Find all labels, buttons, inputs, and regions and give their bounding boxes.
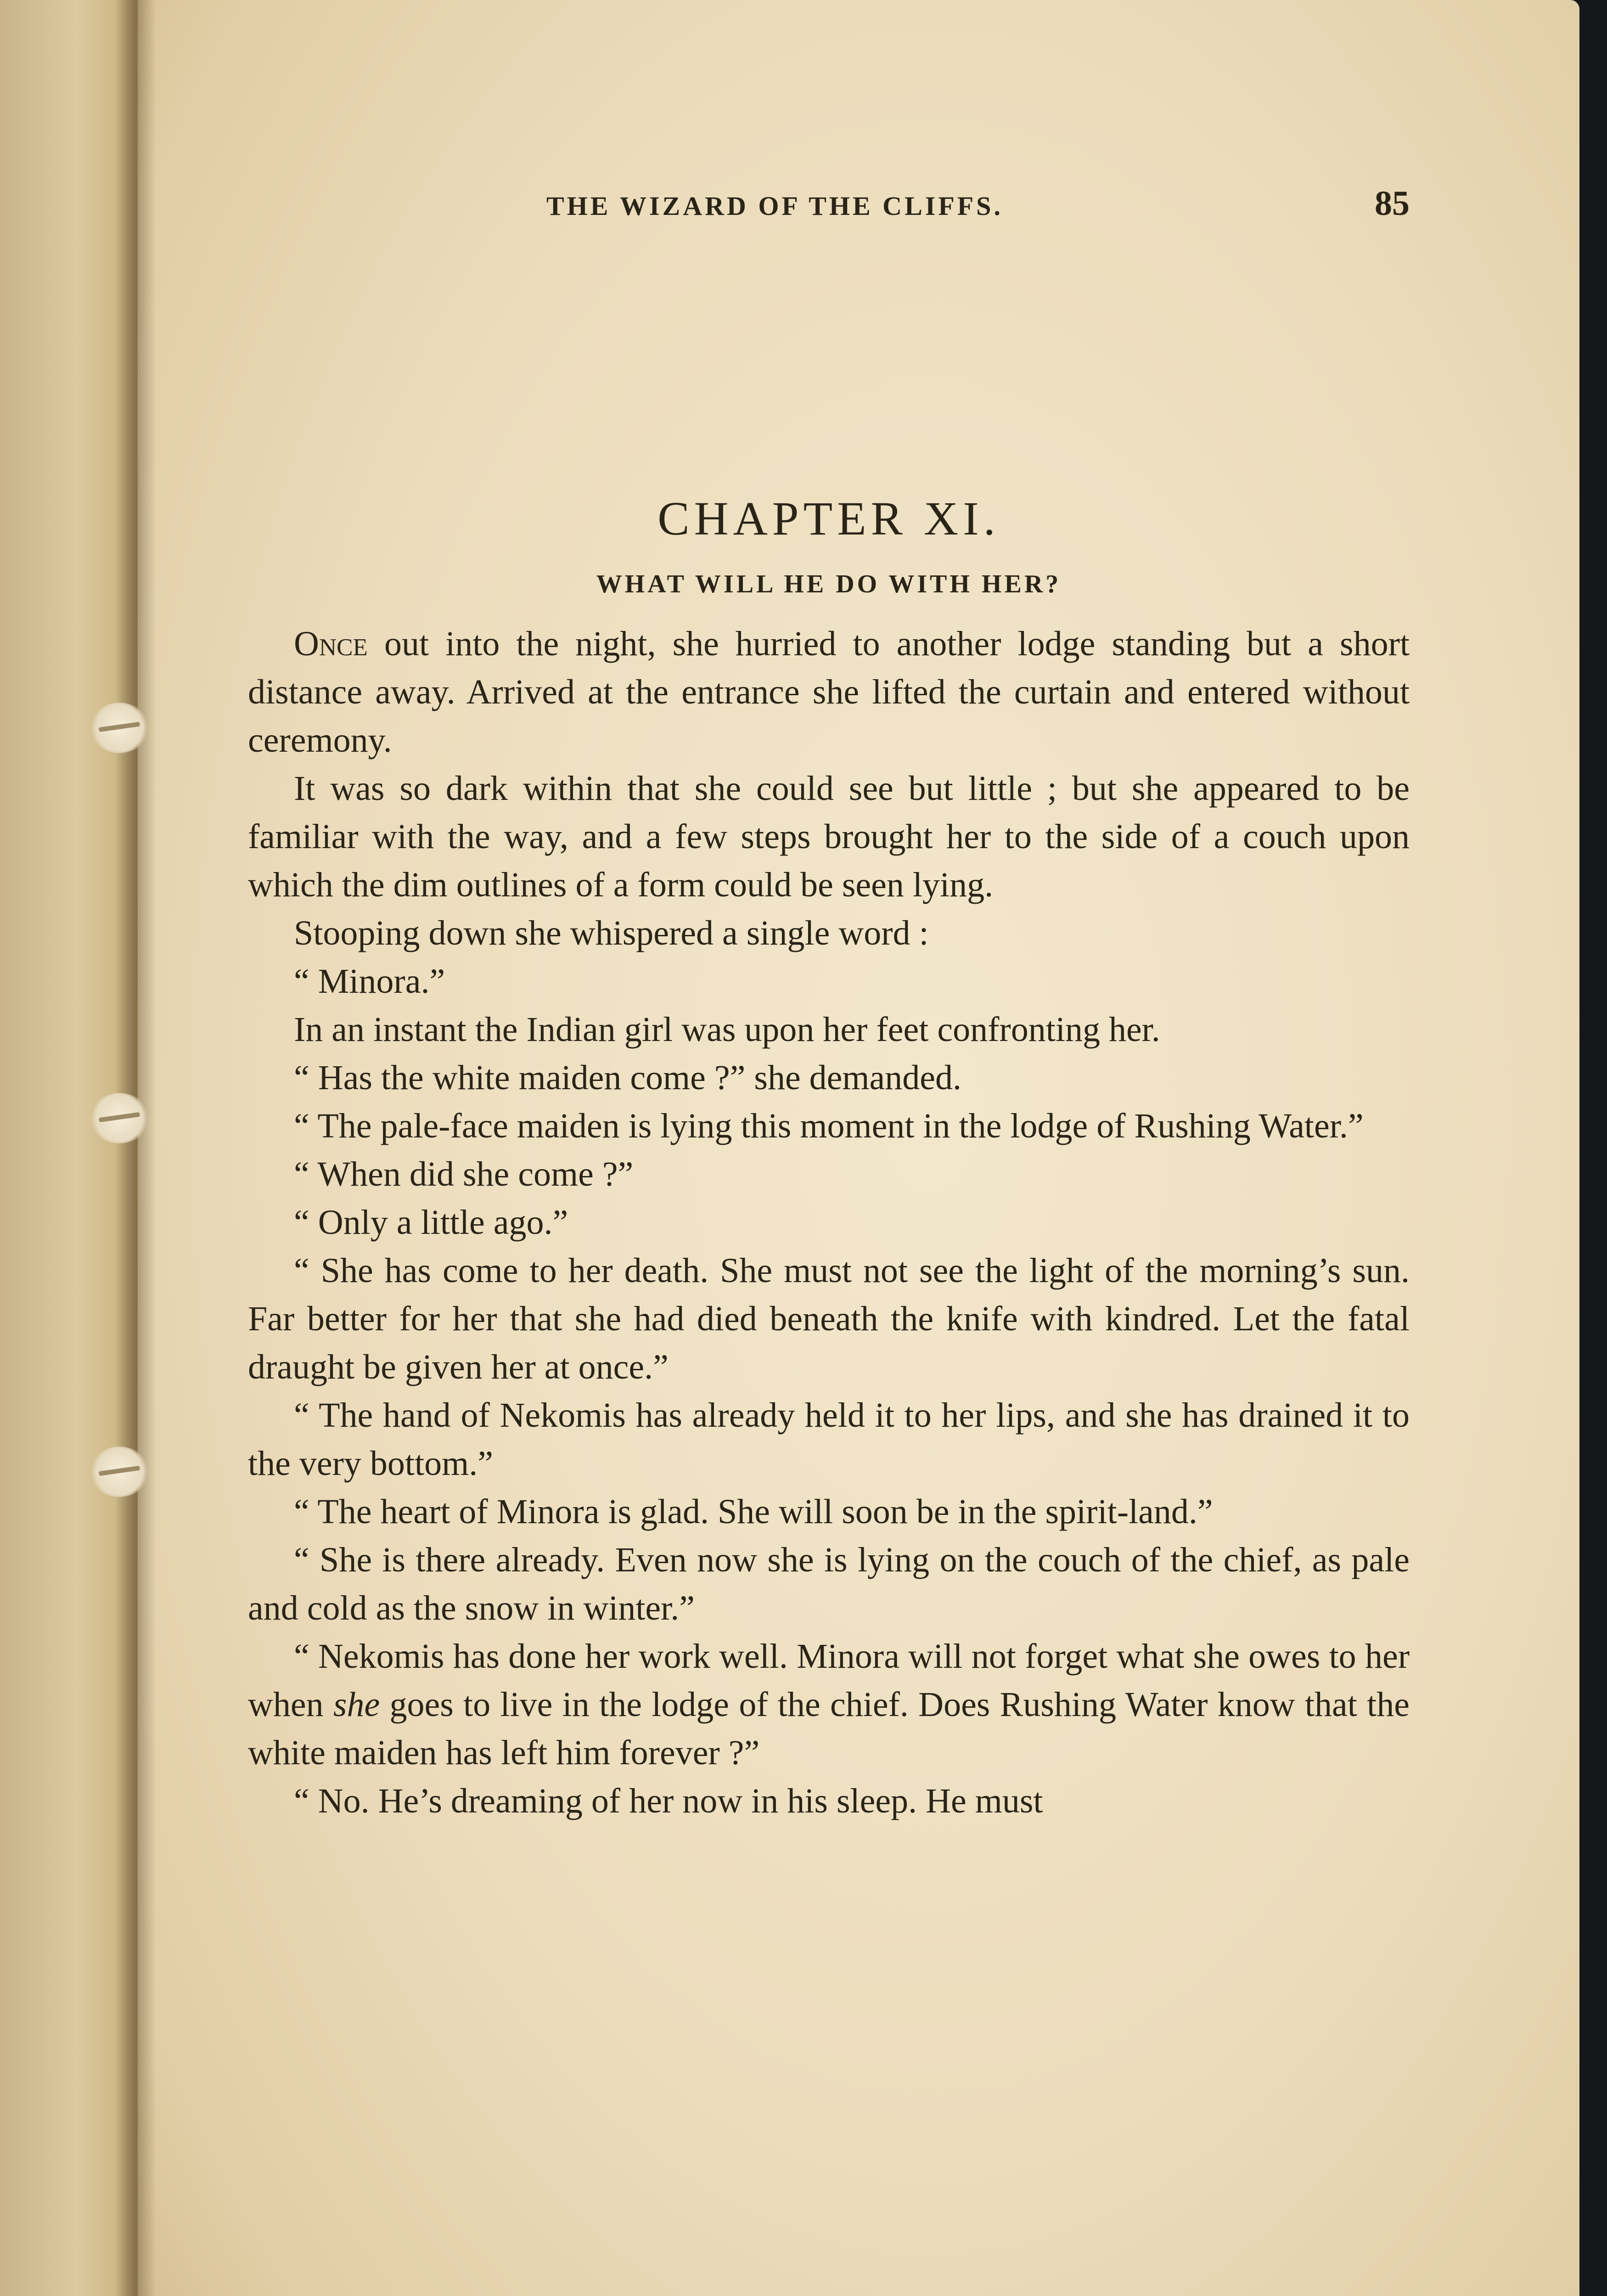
paragraph: “ The heart of Minora is glad. She will soon be in the spirit-land.” xyxy=(294,1492,1213,1531)
gutter-shadow xyxy=(115,0,156,2296)
chapter-subtitle: WHAT WILL HE DO WITH HER? xyxy=(596,570,1062,598)
paragraph: Stooping down she whispered a single word : xyxy=(294,914,929,952)
paragraph: It was so dark within that she could see but little ; but she appeared to be familiar with the way, and a few steps brought her to the side of a couch upon which the dim outlines of a form could be seen lying. xyxy=(248,769,1410,904)
paragraph: “ Minora.” xyxy=(294,962,445,1001)
paragraph: “ She is there already. Even now she is lying on the couch of the chief, as pale and cold as the snow in winter.” xyxy=(248,1541,1410,1627)
paragraph: “ The hand of Nekomis has already held it to her lips, and she has drained it to the very bottom.” xyxy=(248,1396,1410,1483)
page-text xyxy=(248,184,1410,1825)
paragraph: “ When did she come ?” xyxy=(294,1155,634,1193)
paragraph: “ She has come to her death. She must not see the light of the morning’s sun. Far better for her that she had died beneath the knife with kindred. Let the fatal draught be given her at once.” xyxy=(248,1251,1410,1386)
last-paragraph: “ No. He’s dreaming of her now in his sleep. He must xyxy=(294,1782,1043,1820)
opening-text: out into the night, she hurried to another lodge standing but a short distance away. Arrived at the entrance she lifted the curtain and entered without ceremony. xyxy=(248,625,1410,760)
running-head xyxy=(248,184,1410,234)
chapter-title: CHAPTER XI. xyxy=(657,492,1000,545)
binding-stitch-icon xyxy=(90,1093,149,1143)
paragraph: In an instant the Indian girl was upon her feet confronting her. xyxy=(294,1010,1160,1049)
emphasis-word: she xyxy=(333,1685,380,1724)
running-title: THE WIZARD OF THE CLIFFS. xyxy=(546,191,1003,221)
binding-stitch-icon xyxy=(90,1446,149,1497)
emphasis-paragraph xyxy=(248,1632,1410,1777)
opening-word: Once xyxy=(294,625,368,663)
page-number: 85 xyxy=(1375,184,1410,223)
binding-stitch-icon xyxy=(90,703,149,753)
body-text xyxy=(248,620,1410,1825)
emphasis-after: goes to live in the lodge of the chief. Does Rushing Water know that the white maiden has left him forever ?” xyxy=(248,1685,1410,1772)
paragraph: “ The pale-face maiden is lying this moment in the lodge of Rushing Water.” xyxy=(294,1107,1364,1145)
emphasis-before: “ Nekomis has done her work well. Minora will not forget what she owes to her when xyxy=(248,1637,1410,1724)
paragraph: “ Has the white maiden come ?” she demanded. xyxy=(294,1058,961,1097)
opening-paragraph xyxy=(248,620,1410,765)
paragraph: “ Only a little ago.” xyxy=(294,1203,568,1242)
